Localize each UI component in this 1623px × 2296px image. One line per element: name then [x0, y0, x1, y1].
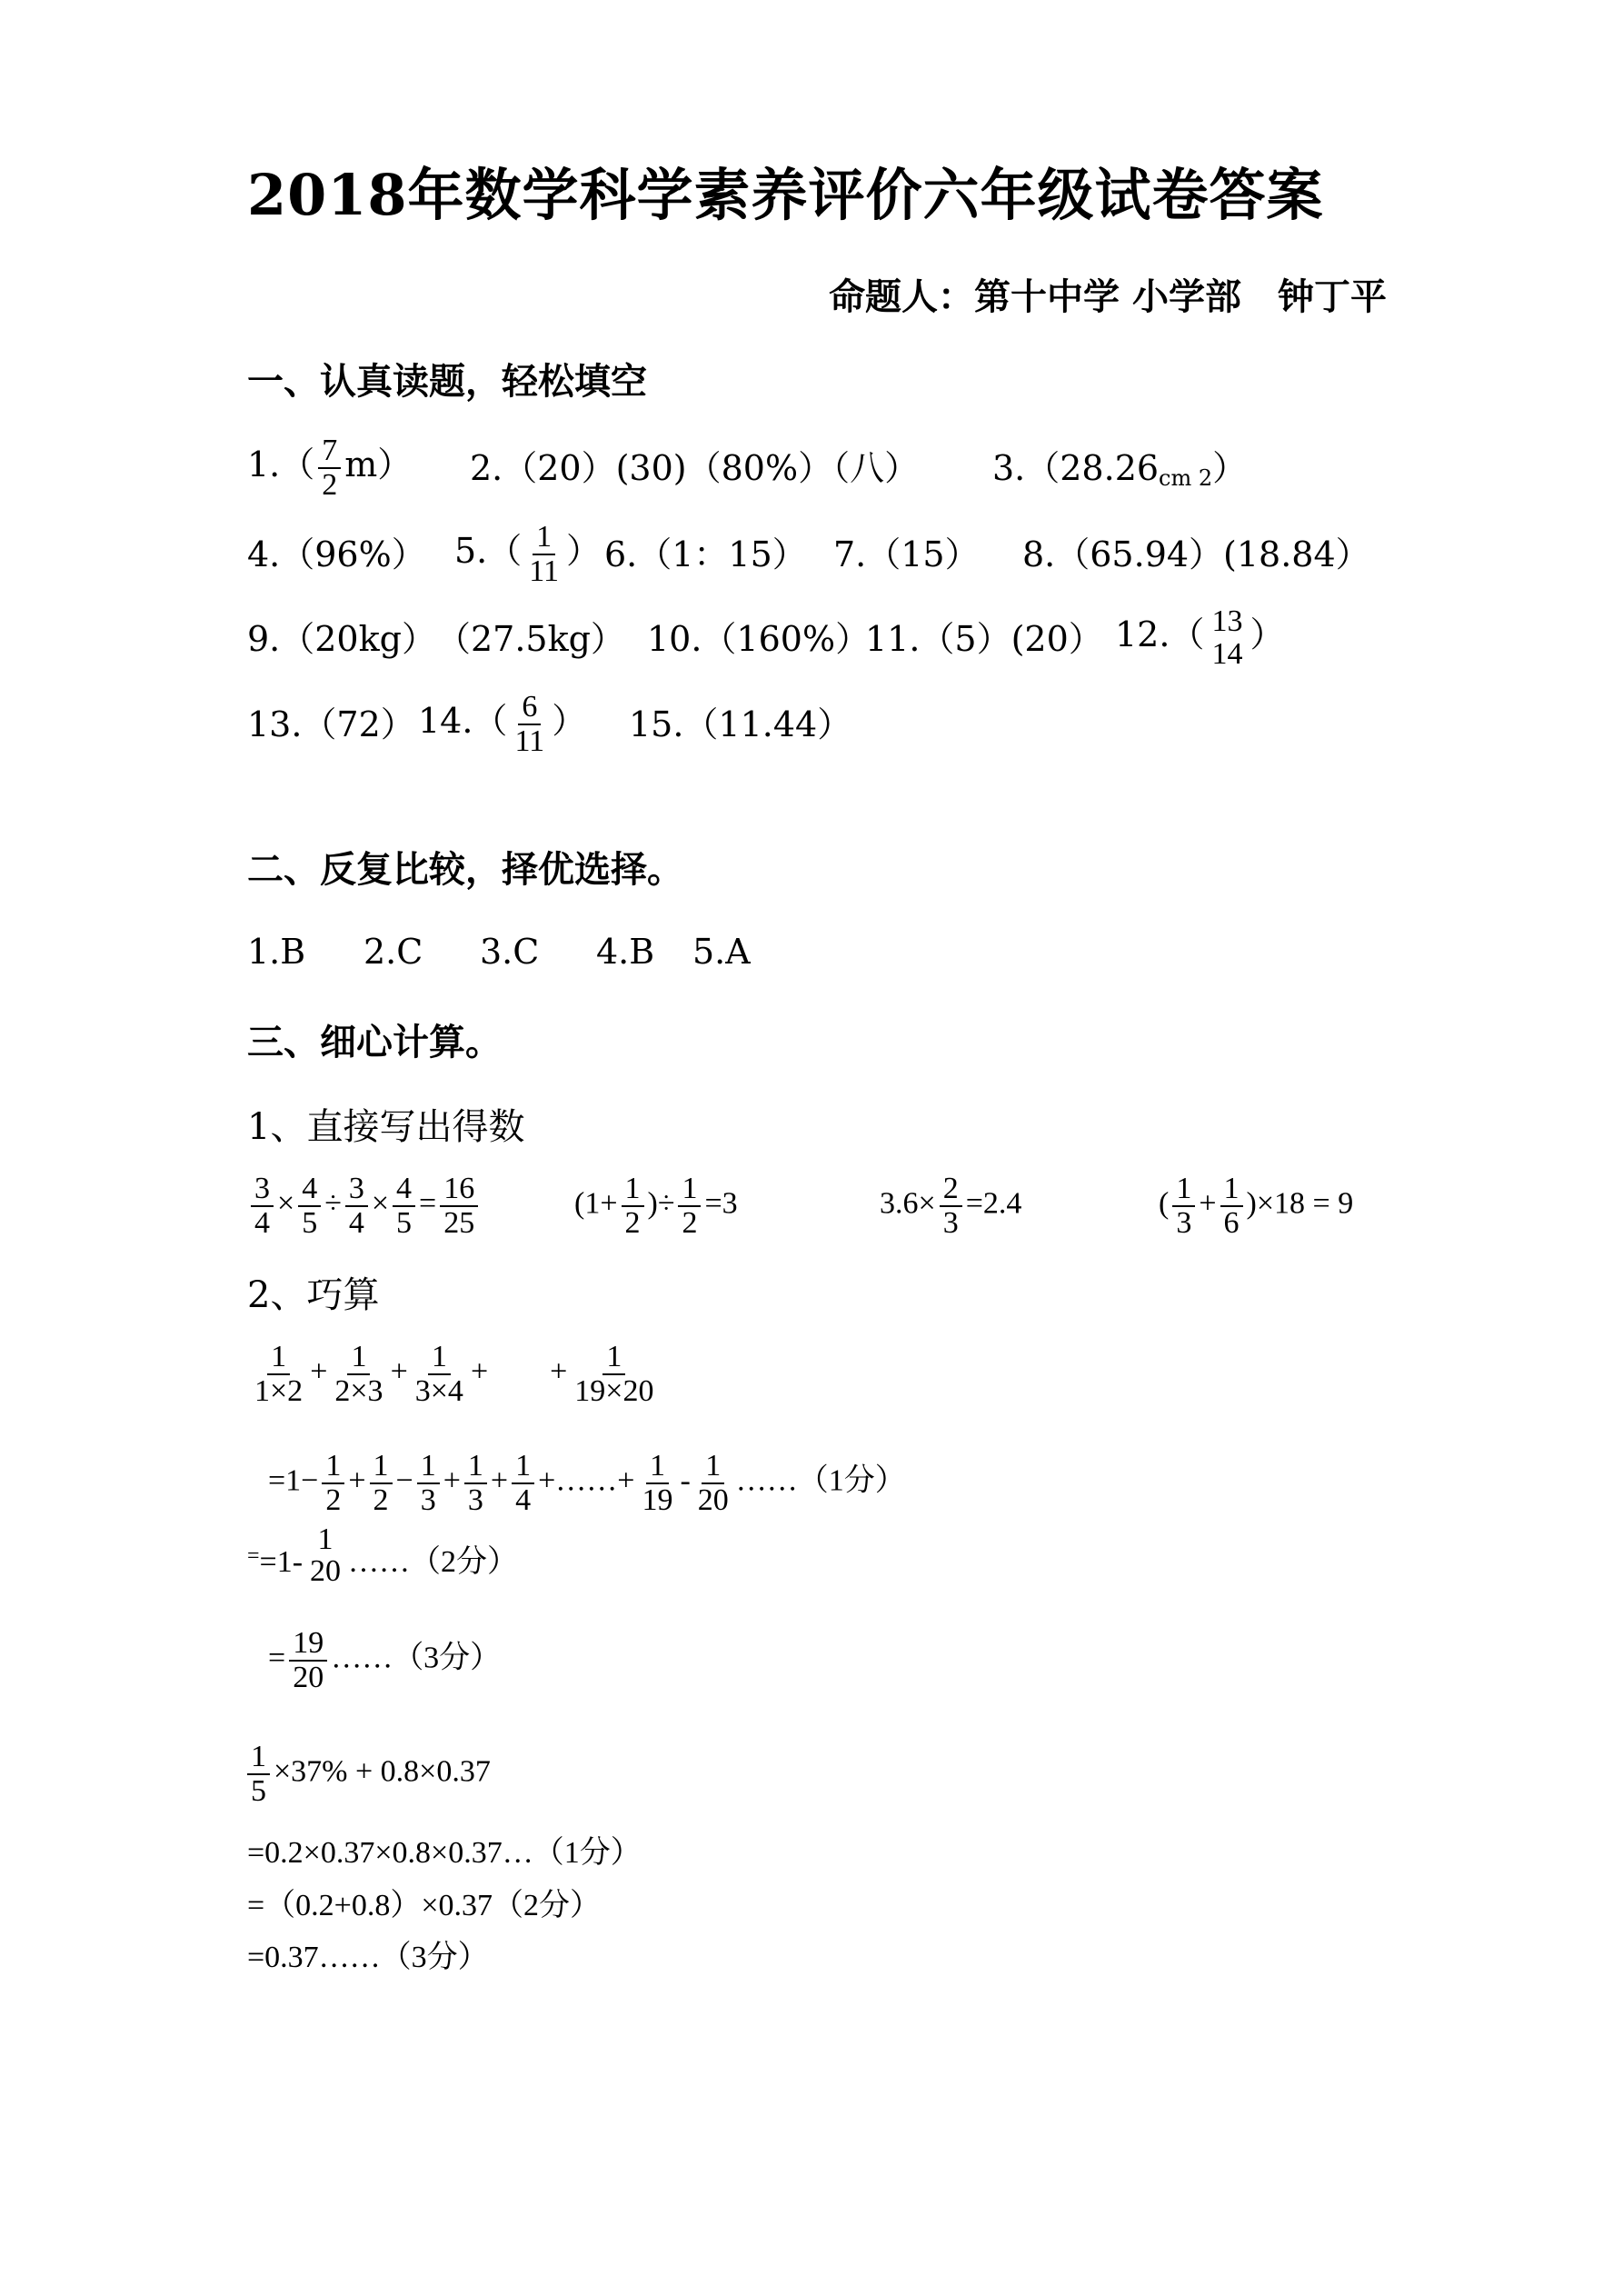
q13-answer: 13.（72）	[247, 704, 415, 744]
choice-answer: 4.B	[596, 932, 655, 972]
author-line: 命题人：第十中学 小学部 钟丁平	[829, 275, 1387, 318]
smart-calc-1-line2: =1− $\frac{1}{2}$ + $\frac{1}{2}$ − $\frac{1}{3}$ + $\frac{1}{3}$ + $\frac{1}{4}$ +……+ $\frac{1}{19}$ - $\frac{1}{20}$ ……（1分）	[268, 1449, 906, 1517]
direct-calc-4: ( $\frac{1}{3}$ + $\frac{1}{6}$ )×18 = 9	[1159, 1172, 1354, 1240]
q6-answer: 6.（1：15）	[604, 534, 807, 574]
q1-answer: 1.（ $\frac{7}{2}$ m）	[247, 434, 413, 502]
q8-answer: 8.（65.94）(18.84）	[1022, 534, 1370, 574]
subsection-direct: 1、直接写出得数	[247, 1106, 525, 1148]
q7-answer: 7.（15）	[833, 534, 980, 574]
choice-answer: 1.B	[247, 932, 306, 972]
choice-answer: 5.A	[692, 932, 751, 972]
direct-calc-1: $\frac{3}{4}$ × $\frac{4}{5}$ ÷ $\frac{3}{4}$ × $\frac{4}{5}$ = $\frac{16}{25}$	[247, 1173, 482, 1239]
page-title: 2018年数学科学素养评价六年级试卷答案	[247, 162, 1324, 228]
smart-calc-2-line3: =（0.2+0.8）×0.37（2分）	[247, 1889, 602, 1922]
smart-calc-2-line2: =0.2×0.37×0.8×0.37…（1分）	[247, 1836, 642, 1870]
choice-answer: 2.C	[363, 932, 423, 972]
q14-answer: 14.（ $\frac{6}{11}$ ）	[418, 690, 587, 758]
section2-heading: 二、反复比较，择优选择。	[247, 848, 683, 891]
smart-calc-2-line1: $\frac{1}{5}$ ×37% + 0.8×0.37	[247, 1741, 491, 1807]
section3-heading: 三、细心计算。	[247, 1021, 502, 1063]
q10-answer: 10.（160%）	[647, 619, 871, 659]
direct-calc-2: (1+ $\frac{1}{2}$ )÷ $\frac{1}{2}$ =3	[574, 1172, 738, 1240]
smart-calc-2-line4: =0.37……（3分）	[247, 1941, 489, 1974]
q9-answer: 9.（20kg） （27.5kg）	[247, 619, 625, 659]
q12-answer: 12.（ 13 14 ）	[1115, 604, 1285, 671]
smart-calc-1-line4: = $\frac{19}{20}$ ……（3分）	[268, 1626, 502, 1694]
choice-answer: 3.C	[480, 932, 540, 972]
direct-calc-3: 3.6× $\frac{2}{3}$ =2.4	[880, 1172, 1022, 1240]
q4-answer: 4.（96%）	[247, 534, 426, 574]
section1-heading: 一、认真读题，轻松填空	[247, 360, 647, 403]
q2-answer: 2.（20）(30)（80%）（八）	[470, 448, 920, 488]
q11-answer: 11.（5）(20）	[865, 619, 1103, 659]
q5-answer: 5.（ $\frac{1}{11}$ ）	[454, 520, 602, 588]
subsection-smart: 2、巧算	[247, 1274, 380, 1316]
smart-calc-1-line1: $\frac{1}{1\times 2}$ + $\frac{1}{2\times 3}$ + $\frac{1}{3\times 4}$ + + $\frac{1}{19\times 20}$	[254, 1340, 654, 1408]
q3-answer: 3.（28.26cm 2）	[992, 448, 1248, 491]
choice-answers	[247, 932, 751, 972]
q15-answer: 15.（11.44）	[629, 704, 852, 744]
smart-calc-1-line3: ==1- 1 20 ……（2分）	[247, 1522, 519, 1589]
